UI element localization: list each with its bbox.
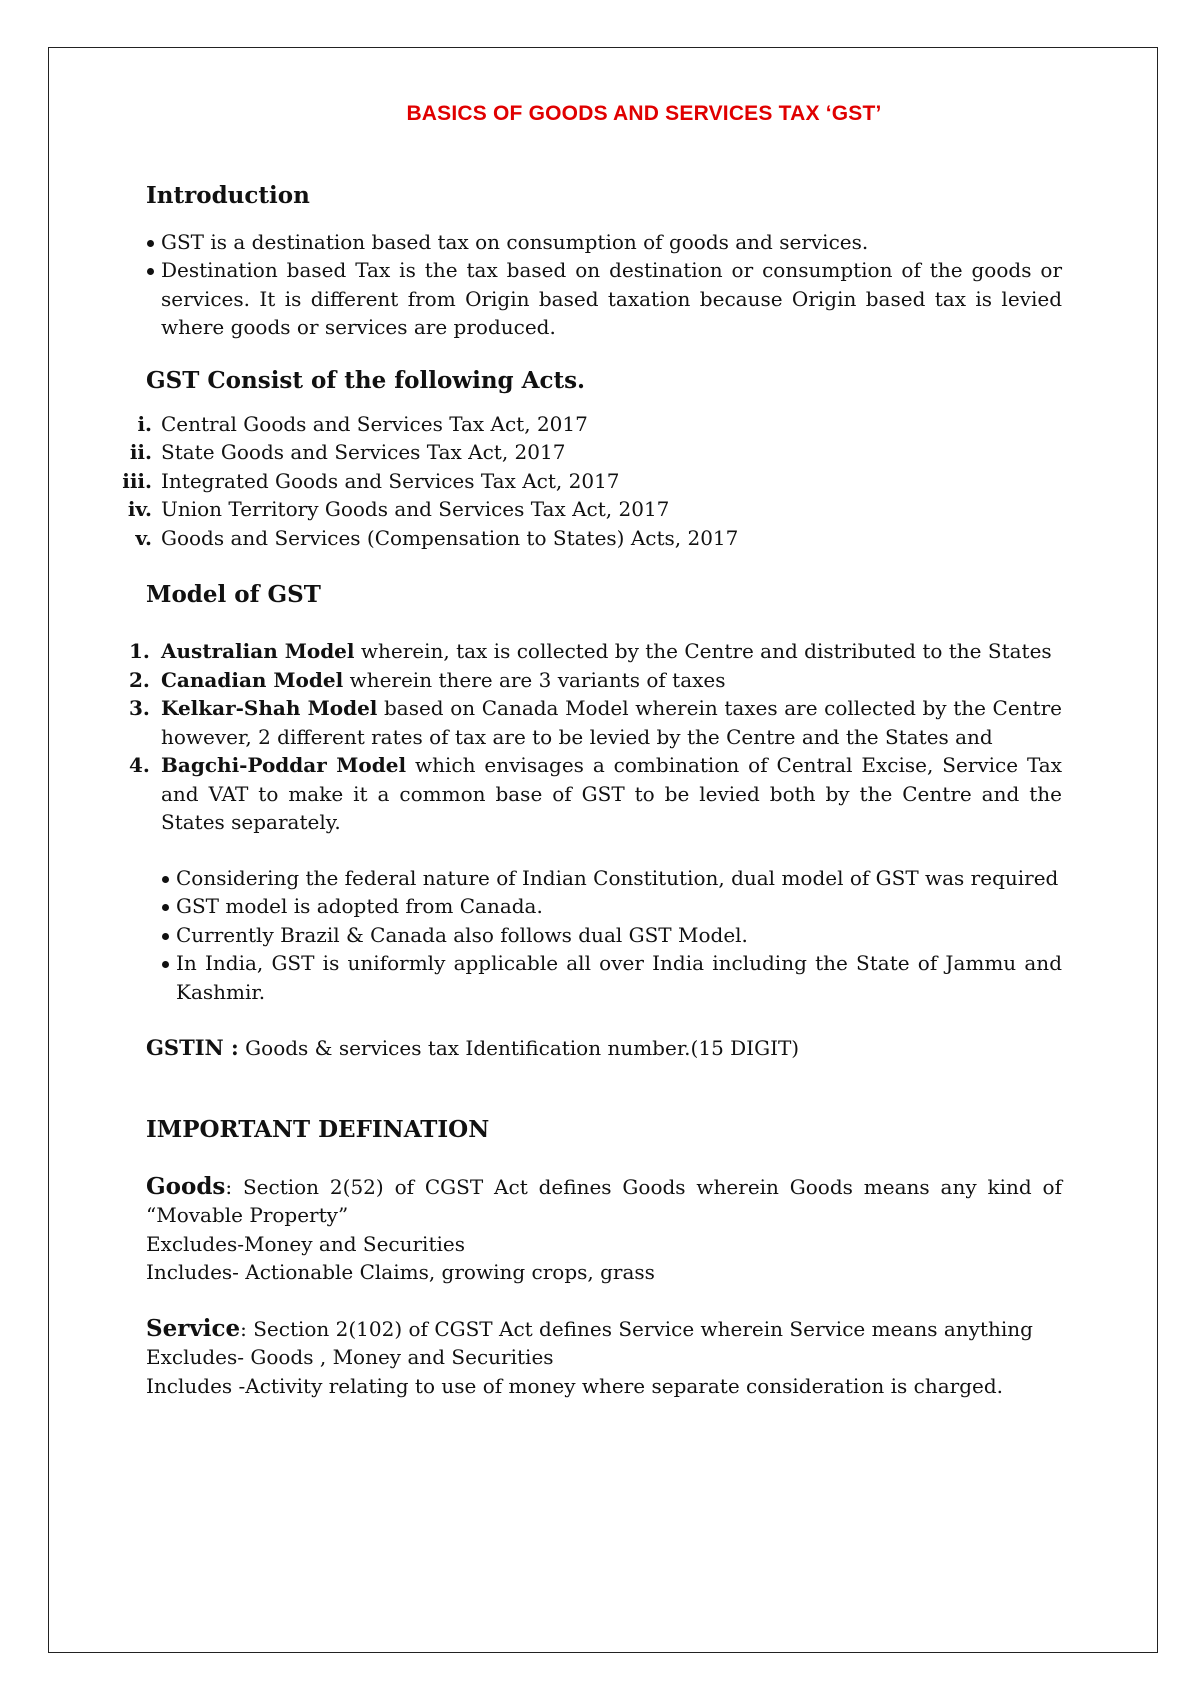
list-item-text: Central Goods and Services Tax Act, 2017 [161,411,588,436]
list-item [137,410,1062,439]
list-item [129,438,1062,467]
document-title: BASICS OF GOODS AND SERVICES TAX ‘GST’ [406,102,882,125]
service-excludes: Excludes- Goods , Money and Securities [146,1345,554,1369]
gstin-label: GSTIN : [146,1035,239,1060]
list-item-text: Union Territory Goods and Services Tax Act, 2017 [161,497,670,521]
list-item-text: wherein there are 3 variants of taxes [343,667,726,692]
gstin-line [146,1034,1062,1063]
acts-heading: GST Consist of the following Acts. [146,366,586,394]
list-item [127,495,1062,524]
model-heading: Model of GST [146,581,321,608]
list-item-text: Integrated Goods and Services Tax Act, 2017 [161,468,620,493]
list-item [129,666,1062,695]
list-item: Considering the federal nature of Indian Constitution, dual model of GST was required [161,864,1062,893]
list-marker: i. [137,411,152,436]
list-item [129,694,1062,751]
model-name: Australian Model [161,639,355,663]
list-item: Destination based Tax is the tax based on destination or consumption of the goods or services. It is different from Origin based taxation because Origin based tax is levied where goods or services are produced. [146,256,1062,342]
introduction-heading: Introduction [146,181,310,209]
goods-term: Goods [146,1172,226,1200]
goods-definition-line [146,1173,1062,1230]
list-item-text: based on Canada Model wherein taxes are collected by the Centre however, 2 different rates of tax are to be levied by the Centre and the States and [161,696,1062,749]
goods-excludes: Excludes-Money and Securities [146,1231,465,1256]
model-name: Canadian Model [161,667,344,692]
list-marker: ii. [129,440,152,464]
list-item [122,467,1062,496]
definitions-heading: IMPORTANT DEFINATION [146,1115,490,1143]
model-list [129,637,1062,837]
list-marker: iv. [127,497,152,521]
list-marker: 4. [129,753,150,777]
introduction-list [146,228,1062,342]
list-marker: 3. [129,696,150,720]
goods-definition [146,1173,1062,1287]
list-item-text: State Goods and Services Tax Act, 2017 [161,440,566,464]
list-marker: 1. [129,639,150,663]
service-includes: Includes -Activity relating to use of money where separate consideration is charged. [146,1373,1004,1398]
list-marker: 2. [129,667,150,692]
service-definition [146,1315,1062,1401]
gstin-text: Goods & services tax Identification number.(15 DIGIT) [238,1036,800,1060]
list-item [129,751,1062,837]
list-item [129,637,1062,666]
list-item-text: which envisages a combination of Central Excise, Service Tax and VAT to make it a common base of GST to be levied both by the Centre and the States separately. [161,753,1062,834]
list-marker: v. [135,525,152,550]
goods-definition-text: : Section 2(52) of CGST Act defines Goods wherein Goods means any kind of “Movable Property” [146,1174,1062,1227]
service-definition-line [146,1315,1062,1344]
list-item [135,524,1062,553]
list-item-text: wherein, tax is collected by the Centre and distributed to the States [354,639,1052,663]
list-item: GST model is adopted from Canada. [161,892,1062,921]
acts-list [122,410,1062,553]
list-item: In India, GST is uniformly applicable all over India including the State of Jammu and Kashmir. [161,949,1062,1006]
goods-includes: Includes- Actionable Claims, growing crops, grass [146,1260,655,1284]
service-term: Service [146,1314,241,1342]
list-item-text: Goods and Services (Compensation to States) Acts, 2017 [161,525,739,550]
document-body [122,100,1062,1400]
list-item: GST is a destination based tax on consumption of goods and services. [146,228,1062,257]
model-notes-list [161,864,1062,1007]
model-name: Kelkar-Shah Model [161,696,378,720]
list-marker: iii. [122,468,152,493]
model-name: Bagchi-Poddar Model [161,753,407,777]
list-item: Currently Brazil & Canada also follows dual GST Model. [161,921,1062,950]
service-definition-text: : Section 2(102) of CGST Act defines Service wherein Service means anything [240,1316,1033,1341]
